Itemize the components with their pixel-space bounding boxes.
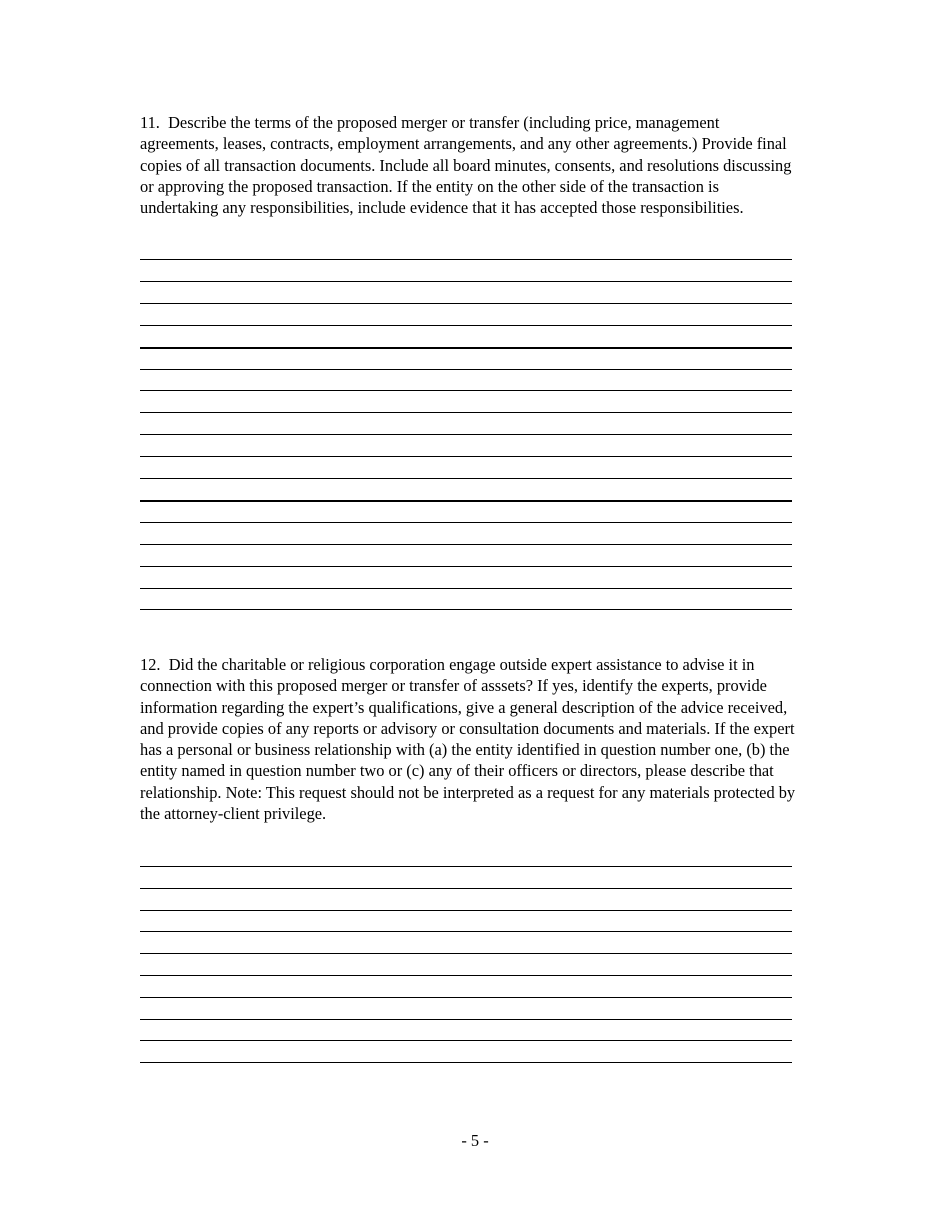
answer-line xyxy=(140,390,792,391)
answer-line xyxy=(140,281,792,282)
answer-line xyxy=(140,325,792,326)
answer-line xyxy=(140,931,792,932)
answer-line xyxy=(140,456,792,457)
answer-line xyxy=(140,910,792,911)
answer-line xyxy=(140,434,792,435)
answer-line xyxy=(140,303,792,304)
answer-line xyxy=(140,953,792,954)
question-11-text: Describe the terms of the proposed merger or transfer (including price, management agreements, leases, contracts, employment arrangements, and any other agreements.) Provide final copies of all transaction documents. Include all board minutes, consents, and resolutions discussing or approving the proposed transaction. If the entity on the other side of the transaction is undertaking any responsibilities, include evidence that it has accepted those responsibilities. xyxy=(140,113,792,218)
answer-line xyxy=(140,1040,792,1041)
answer-line xyxy=(140,997,792,998)
answer-line xyxy=(140,588,792,589)
answer-line xyxy=(140,866,792,867)
answer-line xyxy=(140,369,792,370)
answer-line xyxy=(140,888,792,889)
question-12-number: 12. xyxy=(140,655,161,674)
answer-line xyxy=(140,609,792,610)
answer-line xyxy=(140,975,792,976)
answer-line xyxy=(140,412,792,413)
answer-line xyxy=(140,478,792,479)
answer-line xyxy=(140,500,792,502)
answer-line xyxy=(140,259,792,260)
answer-line xyxy=(140,347,792,349)
answer-line xyxy=(140,1019,792,1020)
question-12-text: Did the charitable or religious corporation engage outside expert assistance to advise it in connection with this proposed merger or transfer of asssets? If yes, identify the experts, provide information regarding the expert’s qualifications, give a general description of the advice received, and provide copies of any reports or advisory or consultation documents and materials. If the expert has a personal or business relationship with (a) the entity identified in question number one, (b) the entity named in question number two or (c) any of their officers or directors, please describe that relationship. Note: This request should not be interpreted as a request for any materials protected by the attorney-client privilege. xyxy=(140,655,796,824)
answer-line xyxy=(140,522,792,523)
question-11 xyxy=(140,112,800,218)
question-12 xyxy=(140,654,800,824)
answer-line xyxy=(140,544,792,545)
page-number: - 5 - xyxy=(461,1131,489,1150)
answer-line xyxy=(140,1062,792,1063)
answer-line xyxy=(140,566,792,567)
question-11-number: 11. xyxy=(140,113,160,132)
